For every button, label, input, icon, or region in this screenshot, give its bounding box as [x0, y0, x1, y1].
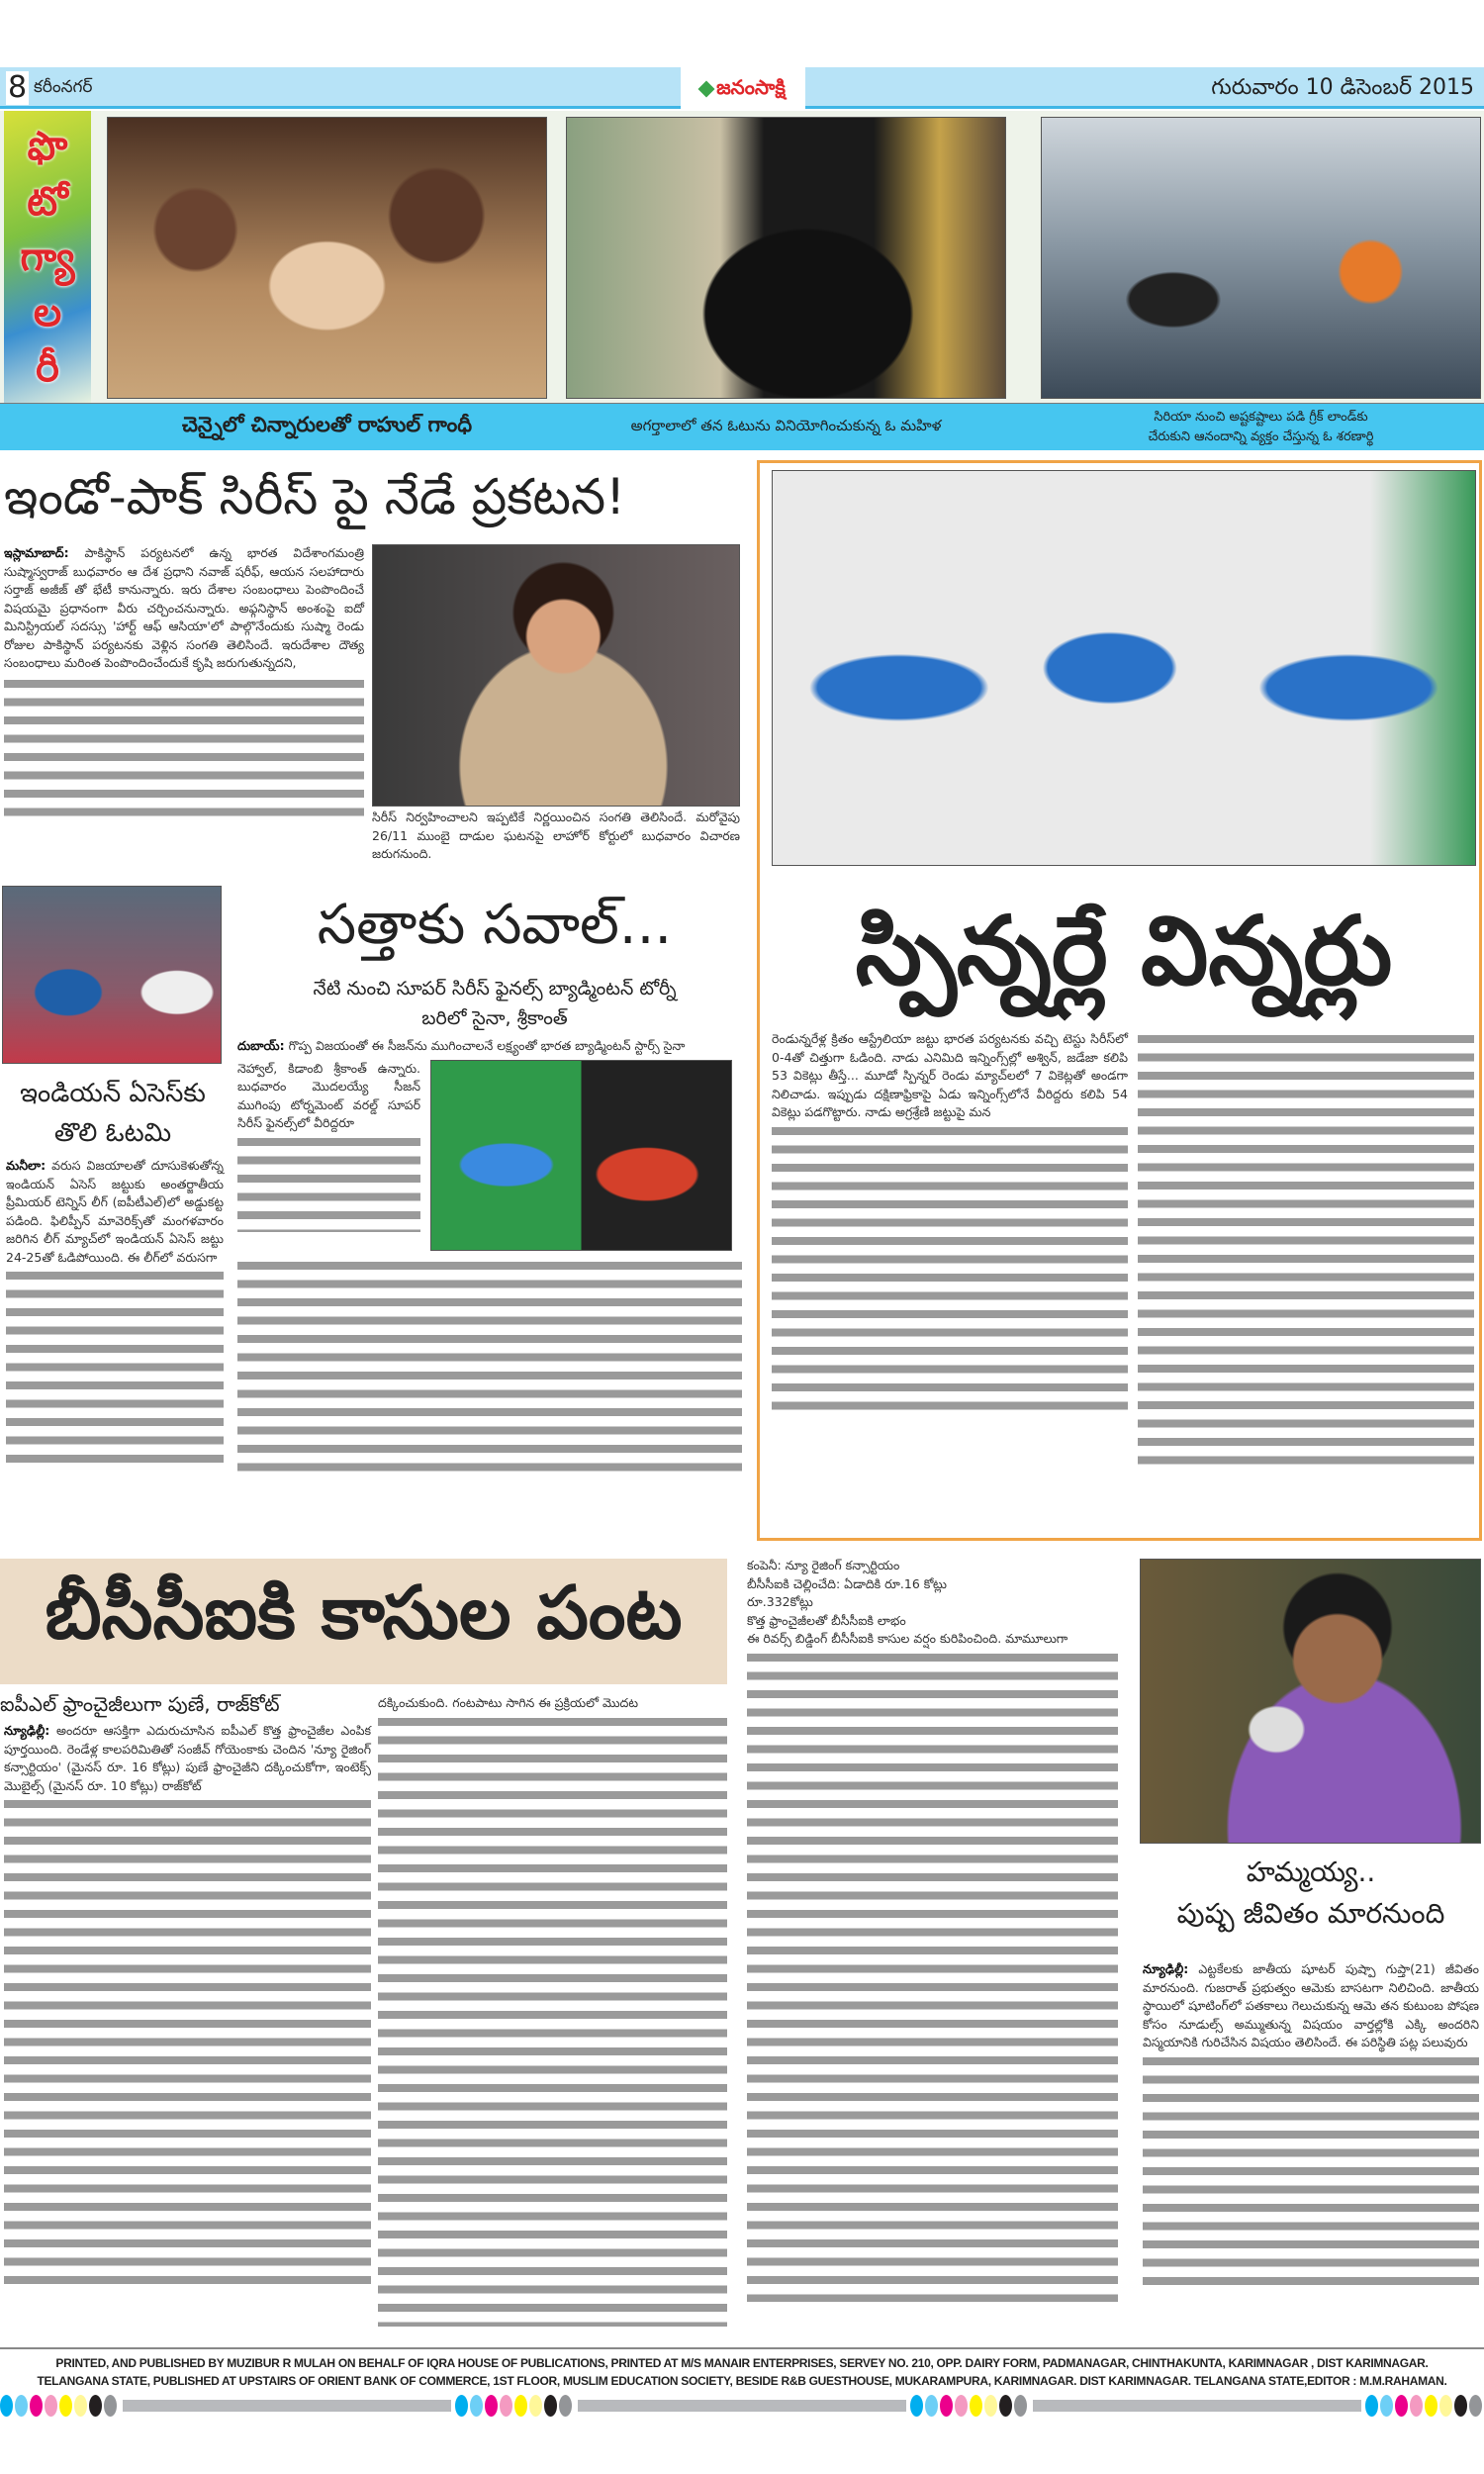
bcci-col1 [0, 1722, 371, 2290]
indopak-tail: సిరీస్ నిర్వహించాలని ఇప్పటికే నిర్ణయించిన సంగతి తెలిసిందే. మరోవైపు 26/11 ముంబై దాడుల ఘటనపై లాహోర్ కోర్టులో బుధవారం విచారణ జరుగనుంది. [372, 809, 740, 861]
registration-dot [1380, 2395, 1393, 2417]
bcci-col3 [747, 1557, 1118, 2302]
page-bottom [0, 2347, 1484, 2418]
satta-col-text: నెహ్వాల్, కిడాంబి శ్రీకాంత్ ఉన్నారు. బుధవారం మొదలయ్యే సీజన్ ముగింపు టోర్నమెంట్ వరల్డ్ సూపర్ సిరీస్ ఫైనల్స్‌లో వీరిద్దరూ [237, 1060, 420, 1130]
gallery-caption-bar [0, 403, 1484, 450]
gallery-label-char: ల [33, 290, 62, 335]
spinners-col1 [772, 1030, 1128, 1466]
photo-pushpa [1140, 1559, 1481, 1844]
photo-refugee-greece [1041, 117, 1481, 399]
registration-dot [1014, 2395, 1027, 2417]
pushpa-body [1143, 1960, 1479, 2290]
info-line: కంపెనీ: న్యూ రైజింగ్ కన్సార్టియం [747, 1558, 900, 1572]
aces-headline-line: తొలి ఓటమి [53, 1118, 172, 1148]
dateline: మనీలా: [6, 1158, 46, 1173]
pushpa-headline [1138, 1852, 1484, 1935]
satta-subhead [237, 974, 752, 1033]
imprint-line: TELANGANA STATE, PUBLISHED AT UPSTAIRS OF ORIENT BANK OF COMMERCE, 1ST FLOOR, MUSLIM EDUCATION SOCIETY, BESIDE R&B GUESTHOUSE, MUKARAMPURA, KARIMNAGAR. DIST KARIMNAGAR. TELANGANA STATE,EDITOR : M.M.RAHAMAN. [37, 2374, 1447, 2388]
satta-lead-text: గొప్ప విజయంతో ఈ సీజన్‌ను ముగించాలనే లక్ష్యంతో భారత బ్యాడ్మింటన్ స్టార్స్ సైనా [288, 1038, 686, 1053]
indopak-article [4, 465, 751, 864]
text-block [772, 1122, 1128, 1419]
dateline: దుబాయ్: [237, 1038, 285, 1053]
registration-dot [15, 2395, 28, 2417]
info-line: బీసీసీఐకి చెల్లించేది: ఏడాదికి రూ.16 కోట్లు [747, 1575, 947, 1591]
spinners-headline: స్పిన్నర్లే విన్నర్లు [855, 896, 1393, 1006]
caption-refugee-line: సిరియా నుంచి అష్టకష్టాలు పడి గ్రీక్ లాండ్‌కు [1154, 410, 1368, 425]
indopak-lead: పాకిస్థాన్ పర్యటనలో ఉన్న భారత విదేశాంగమంత్రి సుష్మాస్వరాజ్ బుధవారం ఆ దేశ ప్రధాని నవాజ్ షరీఫ్, ఆయన సలహాదారు సర్తాజ్ అజీజ్ తో భేటీ కానున్నారు. ఇరు దేశాల సంబంధాలు పెంపొందించే విషయమై ప్రధానంగా వీరు చర్చించనున్నారు. అఫ్గనిస్థాన్ అంశంపై ఐదో మినిస్ట్రియల్ సదస్సు 'హార్ట్ ఆఫ్ ఆసియా'లో పాల్గొనేందుకు సుష్మా రెండు రోజుల పాకిస్థాన్ పర్యటనకు వెళ్లిన సంగతి తెలిసిందే. ఇరుదేశాల దౌత్య సంబంధాలు మరింత పెంపొందించేందుకే కృషి జరుగుతున్నదని, [4, 545, 364, 670]
registration-dot [559, 2395, 572, 2417]
registration-dot [1410, 2395, 1423, 2417]
gallery-label-char: రీ [36, 345, 59, 391]
page-header [0, 67, 1484, 109]
registration-dot [455, 2395, 468, 2417]
bcci-col2 [378, 1694, 727, 2327]
registration-dot [1425, 2395, 1438, 2417]
satta-lead [237, 1037, 742, 1056]
indopak-body [4, 544, 364, 864]
info-line: ఈ రివర్స్ బిడ్డింగ్ బీసీసీఐకి కాసుల వర్షం కురిపించింది. మామూలుగా [747, 1631, 1068, 1646]
registration-dot [59, 2395, 72, 2417]
registration-dot [74, 2395, 87, 2417]
photo-badminton [430, 1060, 732, 1251]
registration-dot [955, 2395, 968, 2417]
registration-strip [123, 2400, 451, 2412]
registration-dot [970, 2395, 982, 2417]
bcci-col1-wrap [0, 1690, 371, 2290]
masthead-logo [681, 67, 805, 111]
indopak-photo-column [372, 544, 740, 864]
registration-dot [940, 2395, 953, 2417]
registration-dot [544, 2395, 557, 2417]
photo-voter-woman [566, 117, 1006, 399]
indopak-headline: ఇండో-పాక్ సిరీస్ పై నేడే ప్రకటన! [4, 468, 626, 525]
aces-headline [2, 1074, 224, 1153]
registration-dot [514, 2395, 527, 2417]
satta-subhead-line: బరిలో సైనా, శ్రీకాంత్ [421, 1007, 568, 1029]
info-line: కొత్త ఫ్రాంచైజీలతో బీసీసీఐకి లాభం [747, 1612, 906, 1628]
photo-rahul-children [107, 117, 547, 399]
registration-dot [0, 2395, 13, 2417]
spinners-article [772, 470, 1476, 1466]
gallery-label-char: టో [27, 179, 68, 225]
text-block [4, 1795, 371, 2290]
registration-dot [104, 2395, 117, 2417]
pushpa-headline-line: హమ్మయ్య.. [1246, 1856, 1376, 1888]
dateline: ఇస్లామాబాద్: [4, 545, 69, 560]
satta-article [237, 891, 752, 1475]
registration-dot [1365, 2395, 1378, 2417]
bcci-subhead: ఐపీఎల్ ఫ్రాంచైజీలుగా పుణే, రాజ్‌కోట్ [0, 1692, 280, 1716]
registration-dot [999, 2395, 1012, 2417]
pushpa-article [1138, 1559, 1484, 2290]
registration-dot [89, 2395, 102, 2417]
info-line: రూ.332కోట్లు [747, 1594, 813, 1609]
text-block [4, 675, 364, 823]
text-block [1138, 1030, 1474, 1466]
gallery-label [4, 111, 91, 404]
bcci-col2-lead: దక్కించుకుంది. గంటపాటు సాగిన ఈ ప్రక్రియలో మొదట [378, 1695, 638, 1710]
registration-dot [45, 2395, 57, 2417]
photo-sushma [372, 544, 740, 807]
aces-article [2, 886, 224, 1465]
registration-dot [1439, 2395, 1452, 2417]
caption-rahul: చెన్నైలో చిన్నారులతో రాహుల్ గాంధీ [181, 413, 473, 436]
registration-dot [485, 2395, 498, 2417]
registration-dot [500, 2395, 512, 2417]
dateline: న్యూఢిల్లీ: [1143, 1961, 1189, 1976]
edition-name: కరీంనగర్ [34, 77, 93, 97]
satta-subhead-line: నేటి నుంచి సూపర్ సిరీస్ ఫైనల్స్ బ్యాడ్మింటన్ టోర్నీ [313, 978, 677, 999]
registration-dot [1469, 2395, 1482, 2417]
caption-voter: అగర్తాలాలో తన ఓటును వినియోగించుకున్న ఓ మహిళ [630, 417, 942, 434]
pushpa-headline-line: పుష్ప జీవితం మారనుంది [1176, 1897, 1445, 1930]
registration-strip [578, 2400, 906, 2412]
imprint-line: PRINTED, AND PUBLISHED BY MUZIBUR R MULAH ON BEHALF OF IQRA HOUSE OF PUBLICATIONS, PRINTED AT M/S MANAIR ENTERPRISES, SERVEY NO. 210, OPP. DAIRY FORM, PADMANAGAR, CHINTHAKUNTA, KARIMNAGAR , DIST KARIMNAGAR. [55, 2356, 1429, 2370]
color-registration-bar [0, 2394, 1484, 2418]
registration-dot [1395, 2395, 1408, 2417]
text-block [378, 1713, 727, 2327]
gallery-label-char: ఫొ [27, 124, 68, 169]
registration-dot [1454, 2395, 1467, 2417]
caption-refugee-line: చేరుకుని ఆనందాన్ని వ్యక్తం చేస్తున్న ఓ శరణార్థి [1148, 429, 1374, 444]
bcci-lead: అందరూ ఆసక్తిగా ఎదురుచూసిన ఐపీఎల్ కొత్త ఫ్రాంచైజీల ఎంపిక పూర్తయింది. రెండేళ్ల కాలపరిమితితో సంజీవ్ గోయెంకాకు చెందిన 'న్యూ రైజింగ్ కన్సార్టియం' (మైనస్ రూ. 16 కోట్లు) పుణే ఫ్రాంచైజీని దక్కించుకోగా, ఇంటెక్స్ మొబైల్స్ (మైనస్ రూ. 10 కోట్లు) రాజ్‌కోట్ [4, 1723, 371, 1793]
masthead-text: జనంసాక్షి [716, 74, 786, 99]
registration-dot [529, 2395, 542, 2417]
spinners-lead: రెండున్నరేళ్ల క్రితం ఆస్ట్రేలియా జట్టు భారత పర్యటనకు వచ్చి టెస్టు సిరీస్‌లో 0-4తో చిత్తుగా ఓడింది. నాడు ఎనిమిది ఇన్నింగ్స్‌ల్లో అశ్విన్, జడేజా కలిపి 53 వికెట్లు తీస్తే... మూడో స్పిన్నర్ రెండు మ్యాచ్‌లలో 7 వికెట్లతో అండగా నిలిచాడు. ఇప్పుడు దక్షిణాఫ్రికాపై ఏడు ఇన్నింగ్స్‌లోనే వీరిద్దరు కలిపి 54 వికెట్లు పడగొట్టారు. నాడు అగ్రశ్రేణి జట్టుపై మన [772, 1031, 1128, 1119]
text-block [237, 1257, 742, 1475]
registration-dot [984, 2395, 997, 2417]
aces-lead: వరుస విజయాలతో దూసుకెళుతోన్న ఇండియన్ ఏసెస్ జట్టుకు అంతర్జాతీయ ప్రీమియర్ టెన్నిస్ లీగ్ (ఐపీటీఎల్)లో అడ్డుకట్ట పడింది. ఫిలిప్పీన్ మావెరిక్స్‌తో మంగళవారం జరిగిన లీగ్ మ్యాచ్‌లో ఇండియన్ ఏసెస్ జట్టు 24-25తో ఓడిపోయింది. ఈ లీగ్‌లో వరుసగా [6, 1158, 224, 1265]
page-number: 8 [8, 70, 28, 105]
registration-strip [1033, 2400, 1361, 2412]
gallery-label-char: గ్యా [20, 235, 75, 280]
pushpa-lead: ఎట్టకేలకు జాతీయ షూటర్ పుష్పా గుప్తా(21) జీవితం మారనుంది. గుజరాత్ ప్రభుత్వం ఆమెకు బాసటగా నిలిచింది. జాతీయ స్థాయిలో షూటింగ్‌లో పతకాలు గెలుచుకున్న ఆమె తన కుటుంబ పోషణ కోసం నూడుల్స్ అమ్ముతున్న విషయం వార్తల్లోకి ఎక్కి అందరిని విస్మయానికి గురిచేసిన విషయం తెలిసిందే. ఈ పరిస్థితి పట్ల పలువురు [1143, 1961, 1480, 2049]
imprint-footer [0, 2347, 1484, 2390]
caption-refugee [1041, 404, 1481, 451]
aces-headline-line: ఇండియన్ ఏసెస్‌కు [20, 1079, 206, 1108]
bcci-headline-banner [0, 1559, 727, 1684]
text-block [1143, 2052, 1479, 2290]
bcci-headline: బీసీసీఐకి కాసుల పంట [45, 1570, 683, 1656]
satta-col [237, 1060, 420, 1251]
registration-dot [910, 2395, 923, 2417]
registration-dot [925, 2395, 938, 2417]
registration-dot [470, 2395, 483, 2417]
registration-dot [30, 2395, 43, 2417]
aces-body [2, 1157, 224, 1465]
dateline: న్యూఢిల్లీ: [4, 1723, 50, 1738]
leaf-icon [698, 81, 715, 98]
text-block [237, 1133, 420, 1232]
text-block [6, 1267, 224, 1465]
issue-date: గురువారం 10 డిసెంబర్ 2015 [1211, 75, 1474, 100]
satta-headline: సత్తాకు సవాల్... [317, 893, 673, 957]
photo-tennis [2, 886, 222, 1064]
photo-spinners [772, 470, 1476, 866]
text-block [747, 1649, 1118, 2302]
